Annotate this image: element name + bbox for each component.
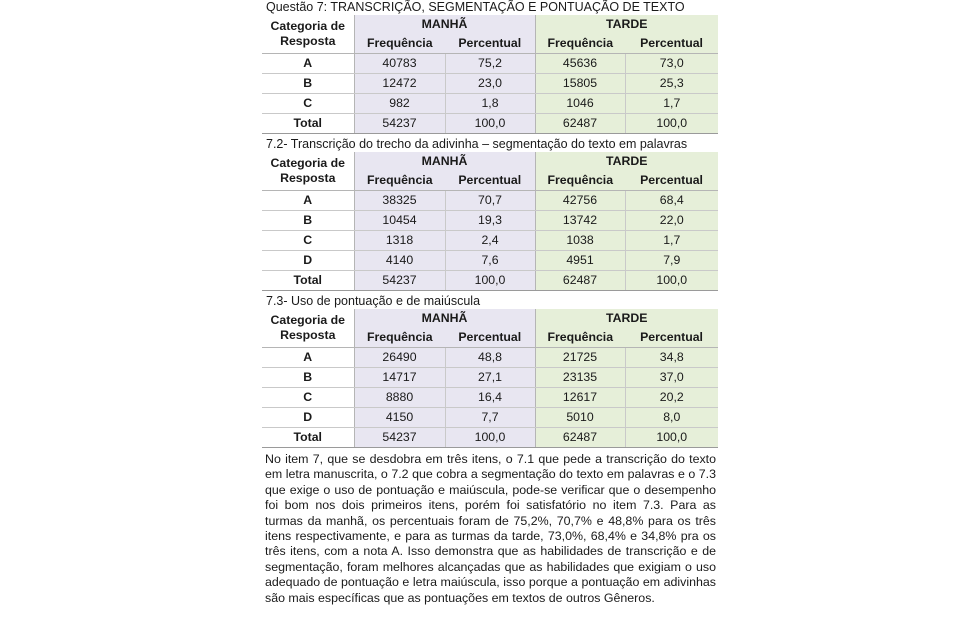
- table-7-2-caption: 7.2- Transcrição do trecho da adivinha – segmentação do texto em palavras: [266, 137, 688, 151]
- manha-frequency-cell: 10454: [354, 211, 445, 231]
- manha-header: MANHÃ: [354, 15, 535, 34]
- category-header: Categoria de Resposta: [262, 152, 354, 191]
- table-row: [262, 348, 718, 368]
- manha-frequency-cell: 54237: [354, 114, 445, 134]
- tarde-frequency-cell: 15805: [535, 74, 625, 94]
- tarde-percent-cell: 1,7: [625, 231, 718, 251]
- category-cell: D: [262, 251, 354, 271]
- table-7-3: [262, 309, 718, 448]
- tarde-frequency-cell: 13742: [535, 211, 625, 231]
- tarde-frequency-cell: 23135: [535, 368, 625, 388]
- table-row: [262, 211, 718, 231]
- category-cell: C: [262, 231, 354, 251]
- tarde-frequency-cell: 62487: [535, 114, 625, 134]
- category-cell: A: [262, 191, 354, 211]
- tarde-percent-cell: 7,9: [625, 251, 718, 271]
- tarde-frequency-cell: 62487: [535, 271, 625, 291]
- table-row: [262, 74, 718, 94]
- table-body: [262, 191, 718, 291]
- table-row: [262, 271, 718, 291]
- tarde-percent-cell: 100,0: [625, 114, 718, 134]
- manha-percent-cell: 70,7: [445, 191, 535, 211]
- manha-percent-cell: 7,7: [445, 408, 535, 428]
- tarde-percent-cell: 68,4: [625, 191, 718, 211]
- tarde-frequency-cell: 45636: [535, 54, 625, 74]
- tarde-frequency-cell: 1038: [535, 231, 625, 251]
- tarde-frequency-cell: 12617: [535, 388, 625, 408]
- category-cell: C: [262, 388, 354, 408]
- manha-frequency-cell: 4140: [354, 251, 445, 271]
- category-cell: A: [262, 348, 354, 368]
- freq-header: Frequência: [535, 328, 625, 348]
- category-header: Categoria de Resposta: [262, 309, 354, 348]
- manha-frequency-cell: 982: [354, 94, 445, 114]
- table-row: [262, 251, 718, 271]
- category-cell: Total: [262, 271, 354, 291]
- tarde-percent-cell: 34,8: [625, 348, 718, 368]
- tarde-frequency-cell: 5010: [535, 408, 625, 428]
- manha-percent-cell: 7,6: [445, 251, 535, 271]
- category-cell: Total: [262, 428, 354, 448]
- manha-frequency-cell: 38325: [354, 191, 445, 211]
- manha-frequency-cell: 40783: [354, 54, 445, 74]
- manha-percent-cell: 27,1: [445, 368, 535, 388]
- tarde-frequency-cell: 62487: [535, 428, 625, 448]
- freq-header: Frequência: [354, 328, 445, 348]
- manha-percent-cell: 2,4: [445, 231, 535, 251]
- tarde-percent-cell: 25,3: [625, 74, 718, 94]
- question-7-title: Questão 7: TRANSCRIÇÃO, SEGMENTAÇÃO E PONTUAÇÃO DE TEXTO: [266, 0, 685, 14]
- table-7-3-caption: 7.3- Uso de pontuação e de maiúscula: [266, 294, 481, 308]
- manha-header: MANHÃ: [354, 309, 535, 328]
- manha-header: MANHÃ: [354, 152, 535, 171]
- category-cell: A: [262, 54, 354, 74]
- manha-percent-cell: 16,4: [445, 388, 535, 408]
- table-7-2: [262, 152, 718, 291]
- table-row: [262, 231, 718, 251]
- category-cell: D: [262, 408, 354, 428]
- tarde-percent-cell: 1,7: [625, 94, 718, 114]
- tarde-frequency-cell: 1046: [535, 94, 625, 114]
- table-row: [262, 54, 718, 74]
- perc-header: Percentual: [445, 328, 535, 348]
- manha-percent-cell: 100,0: [445, 428, 535, 448]
- tarde-header: TARDE: [535, 152, 718, 171]
- freq-header: Frequência: [354, 171, 445, 191]
- manha-percent-cell: 100,0: [445, 114, 535, 134]
- manha-frequency-cell: 14717: [354, 368, 445, 388]
- freq-header: Frequência: [354, 34, 445, 54]
- perc-header: Percentual: [445, 171, 535, 191]
- table-row: [262, 368, 718, 388]
- manha-frequency-cell: 26490: [354, 348, 445, 368]
- manha-frequency-cell: 8880: [354, 388, 445, 408]
- table-7-1: [262, 15, 718, 134]
- table-row: [262, 94, 718, 114]
- tarde-header: TARDE: [535, 309, 718, 328]
- category-cell: B: [262, 211, 354, 231]
- perc-header: Percentual: [625, 171, 718, 191]
- manha-frequency-cell: 4150: [354, 408, 445, 428]
- tarde-percent-cell: 100,0: [625, 271, 718, 291]
- tarde-percent-cell: 100,0: [625, 428, 718, 448]
- table-row: [262, 114, 718, 134]
- table-row: [262, 191, 718, 211]
- manha-frequency-cell: 54237: [354, 428, 445, 448]
- document: [262, 0, 718, 606]
- tarde-percent-cell: 37,0: [625, 368, 718, 388]
- category-cell: C: [262, 94, 354, 114]
- table-row: [262, 388, 718, 408]
- freq-header: Frequência: [535, 171, 625, 191]
- manha-frequency-cell: 12472: [354, 74, 445, 94]
- category-cell: B: [262, 74, 354, 94]
- tarde-frequency-cell: 21725: [535, 348, 625, 368]
- tarde-header: TARDE: [535, 15, 718, 34]
- tarde-percent-cell: 8,0: [625, 408, 718, 428]
- table-row: [262, 428, 718, 448]
- table-row: [262, 408, 718, 428]
- manha-percent-cell: 75,2: [445, 54, 535, 74]
- category-header: Categoria de Resposta: [262, 15, 354, 54]
- freq-header: Frequência: [535, 34, 625, 54]
- tarde-percent-cell: 22,0: [625, 211, 718, 231]
- manha-frequency-cell: 1318: [354, 231, 445, 251]
- tarde-percent-cell: 73,0: [625, 54, 718, 74]
- category-cell: Total: [262, 114, 354, 134]
- tarde-frequency-cell: 42756: [535, 191, 625, 211]
- manha-percent-cell: 100,0: [445, 271, 535, 291]
- analysis-paragraph: No item 7, que se desdobra em três itens, o 7.1 que pede a transcrição do texto em letra manuscrita, o 7.2 que cobra a segmentação do texto em palavras e o 7.3 que exige o uso de pontuação e maiúscula, pode-se verificar que o desempenho foi bom nos dois primeiros itens, porém foi satisfatório no item 7.3. Para as turmas da manhã, os percentuais foram de 75,2%, 70,7% e 48,8% para os três itens respectivamente, e para as turmas da tarde, 73,0%, 68,4% e 34,8% pra os três itens, com a nota A. Isso demonstra que as habilidades de transcrição e de segmentação, foram melhores alcançadas que as habilidades que exigiam o uso adequado de pontuação e letra maiúscula, isso porque a pontuação em adivinhas são mais específicas que as pontuações em textos de outros Gêneros.: [265, 452, 716, 605]
- table-body: [262, 348, 718, 448]
- perc-header: Percentual: [625, 34, 718, 54]
- tarde-percent-cell: 20,2: [625, 388, 718, 408]
- perc-header: Percentual: [625, 328, 718, 348]
- manha-frequency-cell: 54237: [354, 271, 445, 291]
- perc-header: Percentual: [445, 34, 535, 54]
- manha-percent-cell: 1,8: [445, 94, 535, 114]
- manha-percent-cell: 19,3: [445, 211, 535, 231]
- category-cell: B: [262, 368, 354, 388]
- table-body: [262, 54, 718, 134]
- tarde-frequency-cell: 4951: [535, 251, 625, 271]
- manha-percent-cell: 23,0: [445, 74, 535, 94]
- manha-percent-cell: 48,8: [445, 348, 535, 368]
